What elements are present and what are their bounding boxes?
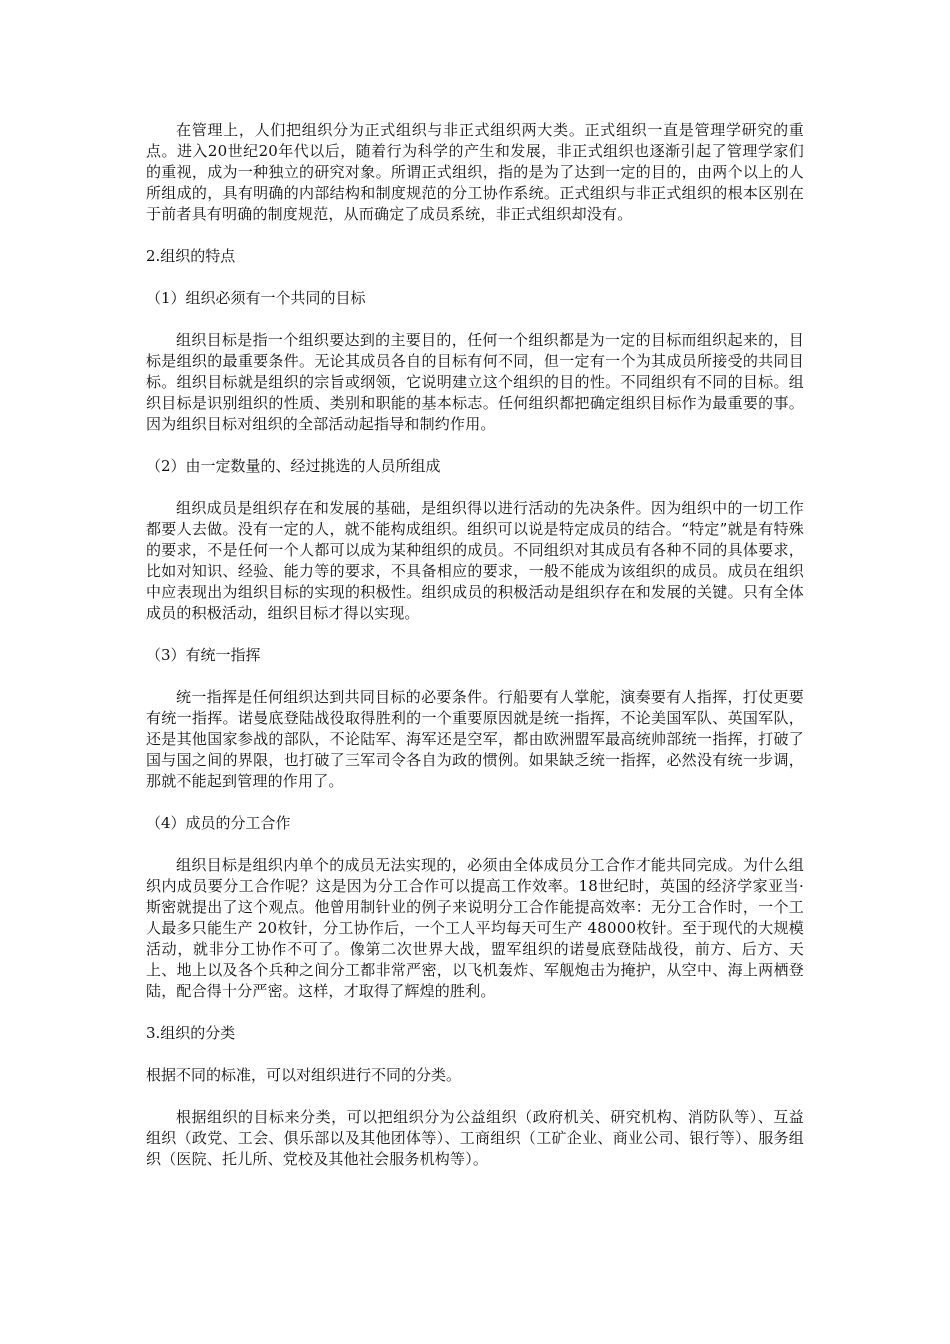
section-heading-features: 2.组织的特点 xyxy=(146,247,236,265)
intro-paragraph: 在管理上，人们把组织分为正式组织与非正式组织两大类。正式组织一直是管理学研究的重点。进入20世纪20年代以后，随着行为科学的产生和发展，非正式组织也逐渐引起了管理学家们的重视，成为一种独立的研究对象。所谓正式组织，指的是为了达到一定的目的，由两个以上的人所组成的，具有明确的内部结构和制度规范的分工协作系统。正式组织与非正式组织的根本区别在于前者具有明确的制度规范，从而确定了成员系统，非正式组织却没有。 xyxy=(146,121,804,223)
section-heading-classification: 3.组织的分类 xyxy=(146,1024,236,1042)
subheading-selected-members: （2）由一定数量的、经过挑选的人员所组成 xyxy=(146,457,441,475)
paragraph-unified-command: 统一指挥是任何组织达到共同目标的必要条件。行船要有人掌舵，演奏要有人指挥，打仗更要有统一指挥。诺曼底登陆战役取得胜利的一个重要原因就是统一指挥，不论美国军队、英国军队，还是其他国家参战的部队，不论陆军、海军还是空军，都由欧洲盟军最高统帅部统一指挥，打破了国与国之间的界限，也打破了三军司令各自为政的惯例。如果缺乏统一指挥，必然没有统一步调，那就不能起到管理的作用了。 xyxy=(146,688,804,790)
paragraph-classification-lead: 根据不同的标准，可以对组织进行不同的分类。 xyxy=(146,1066,462,1084)
paragraph-division-of-labor: 组织目标是组织内单个的成员无法实现的，必须由全体成员分工合作才能共同完成。为什么组织内成员要分工合作呢？这是因为分工合作可以提高工作效率。18世纪时，英国的经济学家亚当·斯密就提出了这个观点。他曾用制针业的例子来说明分工合作能提高效率：无分工合作时，一个工人最多只能生产 20枚针，分工协作后，一个工人平均每天可生产 48000枚针。至于现代的大规模活动，就非分工协作不可了。像第二次世界大战，盟军组织的诺曼底登陆战役，前方、后方、天上、地上以及各个兵种之间分工都非常严密，以飞机轰炸、军舰炮击为掩护，从空中、海上两栖登陆，配合得十分严密。这样，才取得了辉煌的胜利。 xyxy=(146,856,804,1000)
subheading-division-of-labor: （4）成员的分工合作 xyxy=(146,814,291,832)
subheading-common-goal: （1）组织必须有一个共同的目标 xyxy=(146,289,366,307)
paragraph-selected-members: 组织成员是组织存在和发展的基础，是组织得以进行活动的先决条件。因为组织中的一切工作都要人去做。没有一定的人，就不能构成组织。组织可以说是特定成员的结合。“特定”就是有特殊的要求，不是任何一个人都可以成为某种组织的成员。不同组织对其成员有各种不同的具体要求，比如对知识、经验、能力等的要求，不具备相应的要求，一般不能成为该组织的成员。成员在组织中应表现出为组织目标的实现的积极性。组织成员的积极活动是组织存在和发展的关键。只有全体成员的积极活动，组织目标才得以实现。 xyxy=(146,499,804,622)
document-page xyxy=(146,120,804,1191)
subheading-unified-command: （3）有统一指挥 xyxy=(146,646,261,664)
paragraph-common-goal: 组织目标是指一个组织要达到的主要目的，任何一个组织都是为一定的目标而组织起来的，目标是组织的最重要条件。无论其成员各自的目标有何不同，但一定有一个为其成员所接受的共同目标。组织目标就是组织的宗旨或纲领，它说明建立这个组织的目的性。不同组织有不同的目标。组织目标是识别组织的性质、类别和职能的基本标志。任何组织都把确定组织目标作为最重要的事。因为组织目标对组织的全部活动起指导和制约作用。 xyxy=(146,331,804,433)
paragraph-classification-by-goal: 根据组织的目标来分类，可以把组织分为公益组织（政府机关、研究机构、消防队等）、互益组织（政党、工会、俱乐部以及其他团体等）、工商组织（工矿企业、商业公司、银行等）、服务组织（医院、托儿所、党校及其他社会服务机构等）。 xyxy=(146,1108,804,1168)
